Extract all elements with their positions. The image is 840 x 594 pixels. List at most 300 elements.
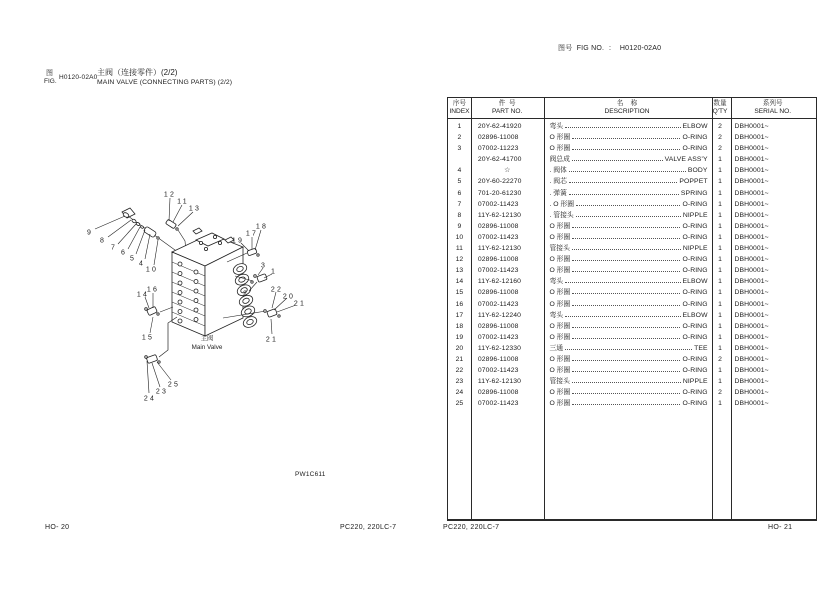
callout-leader-line	[128, 227, 140, 249]
header-serial-cn: 系列号	[762, 99, 783, 107]
cell-qty: 1	[718, 222, 722, 230]
cell-part-no: ☆	[504, 167, 511, 175]
cell-index: 6	[457, 189, 462, 197]
table-row	[448, 398, 816, 409]
leader-dots	[572, 393, 680, 394]
cell-qty: 1	[718, 289, 722, 297]
cell-qty: 1	[718, 333, 722, 341]
leader-dots	[572, 382, 681, 383]
cell-index: 24	[455, 389, 464, 397]
cell-serial: DBH0001~	[734, 189, 769, 197]
cell-part-no: 02896-11008	[477, 134, 519, 142]
cell-serial: DBH0001~	[734, 178, 769, 186]
description-en: O-RING	[682, 289, 708, 297]
cell-part-no: 11Y-62-12330	[477, 344, 522, 352]
leader-dots	[576, 205, 680, 206]
cell-part-no: 11Y-62-12130	[477, 211, 522, 219]
table-row	[448, 376, 816, 387]
cell-description	[544, 210, 711, 221]
cell-part-no: 11Y-62-12160	[477, 278, 522, 286]
valve-cartridge-part	[143, 226, 156, 238]
callout-label: 1	[270, 268, 278, 276]
callout-label: 15	[141, 334, 155, 342]
cell-description	[544, 243, 711, 254]
small-part-10	[157, 237, 159, 239]
cell-description	[544, 154, 711, 165]
oring-part	[131, 219, 136, 224]
header-qty-en: Q'TY	[712, 108, 728, 115]
table-row	[448, 287, 816, 298]
cell-part-no: 07002-11423	[477, 200, 519, 208]
cell-part-no: 02896-11008	[477, 389, 519, 397]
description-cn: O 形圈	[549, 333, 571, 341]
leader-dots	[569, 182, 678, 183]
cell-description	[544, 287, 711, 298]
cell-qty: 1	[718, 267, 722, 275]
callout-label: 13	[188, 205, 202, 213]
cell-description	[544, 299, 711, 310]
leader-dots	[572, 327, 680, 328]
left-page-number: HO- 20	[45, 524, 70, 531]
fig-no-header: 图号 FIG NO. ： H0120-02A0	[558, 45, 662, 52]
cell-part-no: 02896-11008	[477, 289, 519, 297]
description-cn: O 形圈	[549, 400, 571, 408]
description-cn: O 形圈	[549, 134, 571, 142]
description-cn: . 管接头	[549, 211, 574, 219]
callout-label: 11	[177, 198, 189, 206]
header-index-en: INDEX	[449, 108, 470, 115]
cell-index: 13	[455, 267, 464, 275]
description-en: O-RING	[682, 134, 708, 142]
description-cn: . 阀体	[549, 167, 567, 175]
cell-description	[544, 376, 711, 387]
cell-part-no: 02896-11008	[477, 222, 519, 230]
cell-index: 7	[457, 200, 462, 208]
cell-serial: DBH0001~	[734, 245, 769, 253]
description-cn: O 形圈	[549, 222, 571, 230]
description-en: ELBOW	[682, 311, 708, 319]
description-cn: . O 形圈	[549, 200, 575, 208]
description-cn: O 形圈	[549, 322, 571, 330]
callout-label: 21	[265, 336, 279, 344]
callout-label: 25	[167, 381, 181, 389]
cell-description	[544, 176, 711, 187]
header-serial	[729, 98, 816, 118]
callout-label: 17	[245, 230, 259, 238]
description-cn: 管接头	[549, 378, 570, 386]
cell-index: 12	[455, 256, 464, 264]
cell-index: 8	[457, 211, 462, 219]
description-cn: 弯头	[549, 278, 564, 286]
callout-label: 2	[242, 290, 250, 298]
callout-leader-line	[145, 297, 149, 308]
leader-dots	[572, 238, 680, 239]
cell-description	[544, 321, 711, 332]
cell-qty: 1	[718, 200, 722, 208]
description-cn: 阀总成	[549, 156, 570, 164]
cell-serial: DBH0001~	[734, 200, 769, 208]
cell-part-no: 07002-11423	[477, 300, 519, 308]
callout-leader-line	[178, 212, 193, 226]
cell-serial: DBH0001~	[734, 123, 769, 130]
leader-dots	[565, 316, 680, 317]
cell-description	[544, 332, 711, 343]
description-en: O-RING	[682, 200, 708, 208]
cell-part-no: 02896-11008	[477, 256, 519, 264]
callout-leader-line	[118, 224, 136, 244]
cell-qty: 1	[718, 367, 722, 375]
right-model-label: PC220, 220LC-7	[443, 524, 500, 531]
callout-leader-line	[169, 198, 170, 221]
description-cn: O 形圈	[549, 233, 571, 241]
callout-label: 4	[138, 260, 146, 268]
description-en: SPRING	[680, 189, 708, 197]
cell-description	[544, 310, 711, 321]
cell-serial: DBH0001~	[734, 355, 769, 363]
cell-serial: DBH0001~	[734, 145, 769, 153]
header-description	[543, 98, 710, 118]
callout-leader-line	[145, 234, 150, 259]
callout-label: 16	[146, 286, 160, 294]
description-en: ELBOW	[682, 123, 708, 130]
description-en: O-RING	[682, 300, 708, 308]
cell-description	[543, 165, 710, 176]
cell-serial: DBH0001~	[734, 267, 769, 275]
table-row	[448, 165, 816, 176]
callout-label: 22	[270, 286, 284, 294]
table-row	[448, 221, 816, 232]
table-row	[448, 188, 816, 199]
cell-serial: DBH0001~	[734, 344, 769, 352]
cell-serial: DBH0001~	[734, 300, 769, 308]
cell-qty: 1	[718, 311, 722, 319]
cell-index: 20	[455, 344, 464, 352]
description-cn: 管接头	[549, 245, 570, 253]
cell-index: 10	[455, 233, 464, 241]
cell-part-no: 11Y-62-12130	[477, 378, 522, 386]
cell-qty: 1	[718, 256, 722, 264]
spring-part	[140, 225, 144, 229]
cell-index: 4	[457, 167, 462, 175]
description-en: O-RING	[682, 222, 708, 230]
leader-dots	[572, 360, 680, 361]
leader-dots	[572, 271, 680, 272]
description-en: O-RING	[682, 256, 708, 264]
description-cn: O 形圈	[549, 300, 571, 308]
description-en: O-RING	[682, 333, 708, 341]
cell-qty: 1	[718, 156, 722, 164]
description-en: TEE	[694, 344, 708, 352]
description-en: ELBOW	[682, 278, 708, 286]
description-en: O-RING	[682, 389, 708, 397]
cell-index: 18	[455, 322, 464, 330]
cell-serial: DBH0001~	[734, 222, 769, 230]
table-row	[448, 143, 816, 154]
leader-dots	[572, 249, 681, 250]
callout-leader-line	[136, 230, 145, 254]
callout-leader-line	[147, 361, 149, 393]
cell-qty: 2	[718, 145, 722, 153]
cell-part-no: 02896-11008	[477, 322, 519, 330]
cell-index: 21	[455, 355, 464, 363]
callout-label: 9	[86, 229, 94, 237]
cell-serial: DBH0001~	[734, 289, 769, 297]
cell-index: 16	[455, 300, 464, 308]
leader-dots	[572, 227, 680, 228]
cell-part-no: 07002-11423	[477, 267, 519, 275]
cell-description	[544, 398, 711, 409]
cell-qty: 1	[718, 189, 722, 197]
parts-table	[447, 97, 817, 521]
description-cn: O 形圈	[549, 389, 571, 397]
cell-description	[544, 387, 711, 398]
callout-leader-line	[150, 317, 153, 333]
cell-qty: 1	[718, 178, 722, 186]
callout-label: 21	[293, 300, 307, 308]
cell-serial: DBH0001~	[734, 278, 769, 286]
cell-qty: 1	[718, 245, 722, 253]
cell-serial: DBH0001~	[734, 134, 769, 142]
description-cn: O 形圈	[549, 145, 571, 153]
callout-leader-line	[152, 363, 160, 387]
description-en: O-RING	[682, 400, 708, 408]
cell-part-no: 20Y-62-41700	[477, 156, 522, 164]
table-row	[448, 299, 816, 310]
header-part-cn: 件 号	[498, 99, 516, 107]
cell-index: 14	[455, 278, 464, 286]
header-serial-en: SERIAL NO.	[754, 108, 792, 115]
leader-dots	[569, 171, 686, 172]
cell-qty: 2	[718, 355, 722, 363]
table-row	[448, 132, 816, 143]
table-row	[448, 354, 816, 365]
cell-index: 1	[457, 123, 462, 130]
cell-serial: DBH0001~	[734, 167, 769, 175]
cell-serial: DBH0001~	[734, 378, 769, 386]
leader-dots	[572, 138, 680, 139]
description-cn: 弯头	[549, 123, 564, 130]
leader-dots	[572, 371, 680, 372]
cell-part-no: 07002-11423	[477, 333, 519, 341]
cell-serial: DBH0001~	[734, 400, 769, 408]
cell-qty: 2	[718, 389, 722, 397]
table-row	[448, 310, 816, 321]
oring-part	[136, 222, 141, 226]
leader-dots	[565, 282, 680, 283]
header-desc-en: DESCRIPTION	[604, 108, 650, 115]
cell-part-no: 11Y-62-12130	[477, 245, 522, 253]
leader-dots	[572, 149, 680, 150]
cell-qty: 1	[718, 278, 722, 286]
leader-dots	[572, 305, 680, 306]
leader-dots	[569, 194, 679, 195]
callout-label: 20	[282, 293, 296, 301]
leader-dots	[565, 127, 680, 128]
callout-label: 23	[155, 388, 169, 396]
cell-part-no: 701-20-61230	[477, 189, 522, 197]
callout-label: 7	[110, 244, 118, 252]
cell-qty: 2	[718, 134, 722, 142]
header-desc-cn: 名 称	[616, 99, 638, 107]
cell-qty: 1	[718, 344, 722, 352]
cell-qty: 1	[718, 378, 722, 386]
leader-dots	[565, 349, 692, 350]
cell-serial: DBH0001~	[734, 256, 769, 264]
cell-serial: DBH0001~	[734, 389, 769, 397]
header-index-cn: 序号	[452, 99, 467, 107]
description-en: NIPPLE	[682, 211, 708, 219]
callout-label: 10	[145, 266, 159, 274]
description-en: O-RING	[682, 233, 708, 241]
cell-description	[544, 365, 711, 376]
callout-label: 8	[99, 237, 107, 245]
description-cn: O 形圈	[549, 289, 571, 297]
callout-leader-line	[95, 216, 125, 229]
leader-dots	[572, 260, 680, 261]
fig-label-en: FIG.	[44, 78, 57, 85]
cell-description	[544, 188, 711, 199]
cell-index: 5	[457, 178, 462, 186]
callout-leader-line	[108, 220, 131, 237]
cell-part-no: 07002-11423	[477, 367, 519, 375]
right-page-number: HO- 21	[768, 524, 793, 531]
cell-serial: DBH0001~	[734, 367, 769, 375]
leader-dots	[576, 216, 681, 217]
cell-part-no: 11Y-62-12240	[477, 311, 522, 319]
description-cn: O 形圈	[549, 367, 571, 375]
table-header	[448, 98, 816, 119]
cell-description	[544, 232, 711, 243]
cell-index: 15	[455, 289, 464, 297]
main-valve-body	[172, 228, 258, 336]
cell-qty: 1	[718, 233, 722, 241]
description-cn: . 弹簧	[549, 189, 567, 197]
cell-index: 3	[457, 145, 462, 153]
cell-index: 25	[455, 400, 464, 408]
table-row	[448, 176, 816, 187]
callout-leader-line	[272, 292, 276, 308]
table-row	[448, 232, 816, 243]
cell-description	[544, 121, 711, 132]
cell-index: 19	[455, 333, 464, 341]
callout-label: 6	[120, 249, 128, 257]
cell-part-no: 20Y-62-41920	[477, 123, 522, 130]
callout-leader-line	[157, 362, 171, 380]
table-row	[448, 243, 816, 254]
description-en: O-RING	[682, 367, 708, 375]
cell-description	[544, 221, 711, 232]
cell-qty: 1	[718, 322, 722, 330]
header-qty-cn: 数量	[713, 99, 727, 107]
left-model-label: PC220, 220LC-7	[340, 524, 397, 531]
description-cn: 弯头	[549, 311, 564, 319]
header-qty	[711, 98, 730, 118]
description-cn: O 形圈	[549, 355, 571, 363]
fig-label-cn: 图	[46, 70, 53, 77]
callout-label: 18	[255, 223, 269, 231]
leader-dots	[572, 160, 663, 161]
description-en: O-RING	[682, 322, 708, 330]
callout-label: 14	[136, 291, 150, 299]
description-cn: . 阀芯	[549, 178, 567, 186]
cell-serial: DBH0001~	[734, 156, 769, 164]
cell-description	[544, 276, 711, 287]
cell-index: 22	[455, 367, 464, 375]
leader-dots	[572, 404, 680, 405]
callout-label: 24	[143, 395, 157, 403]
cell-part-no: 07002-11423	[477, 233, 519, 241]
description-cn: O 形圈	[549, 267, 571, 275]
cell-description	[544, 143, 711, 154]
table-row	[448, 276, 816, 287]
cell-serial: DBH0001~	[734, 311, 769, 319]
table-row	[448, 154, 816, 165]
cell-qty: 1	[718, 400, 722, 408]
table-row	[448, 199, 816, 210]
description-en: VALVE ASS'Y	[664, 156, 708, 164]
table-row	[448, 343, 816, 354]
cell-index: 17	[455, 311, 464, 319]
cell-qty: 2	[718, 123, 722, 130]
page-title-en: MAIN VALVE (CONNECTING PARTS) (2/2)	[97, 79, 233, 86]
leader-dots	[572, 293, 680, 294]
cell-serial: DBH0001~	[734, 211, 769, 219]
description-cn: 三通	[549, 344, 564, 352]
cell-description	[544, 132, 711, 143]
cell-index: 23	[455, 378, 464, 386]
main-valve-label-cn: 主阀	[200, 335, 214, 342]
table-row	[448, 121, 816, 132]
description-cn: O 形圈	[549, 256, 571, 264]
description-en: NIPPLE	[682, 378, 708, 386]
callout-leader-line	[271, 319, 272, 334]
callout-label: 12	[163, 191, 177, 199]
fig-number: H0120-02A0	[59, 74, 98, 81]
cell-serial: DBH0001~	[734, 233, 769, 241]
header-index	[448, 98, 471, 118]
callout-label: 19	[231, 237, 245, 245]
description-en: BODY	[687, 167, 708, 175]
cell-index: 11	[455, 245, 463, 253]
table-row	[448, 321, 816, 332]
cell-part-no: 07002-11423	[477, 400, 519, 408]
cell-index: 2	[457, 134, 462, 142]
cell-qty: 1	[718, 167, 722, 175]
cell-description	[544, 254, 711, 265]
description-en: O-RING	[682, 355, 708, 363]
cell-index: 9	[457, 222, 462, 230]
table-row	[448, 365, 816, 376]
header-part-en: PART NO.	[491, 108, 523, 115]
callout-label: 5	[129, 255, 137, 263]
cell-qty: 1	[718, 300, 722, 308]
header-part-no	[471, 98, 544, 118]
table-row	[448, 332, 816, 343]
description-en: O-RING	[682, 145, 708, 153]
leader-dots	[572, 338, 680, 339]
callout-label: 3	[260, 262, 268, 270]
cell-description	[544, 343, 711, 354]
cell-description	[544, 199, 711, 210]
table-body	[448, 121, 816, 409]
description-en: POPPET	[679, 178, 708, 186]
table-row	[448, 265, 816, 276]
main-valve-label-en: Main Valve	[191, 344, 223, 351]
cell-part-no: 20Y-60-22270	[477, 178, 522, 186]
drawing-code: PW1C611	[295, 471, 326, 478]
cell-serial: DBH0001~	[734, 322, 769, 330]
table-row	[448, 387, 816, 398]
